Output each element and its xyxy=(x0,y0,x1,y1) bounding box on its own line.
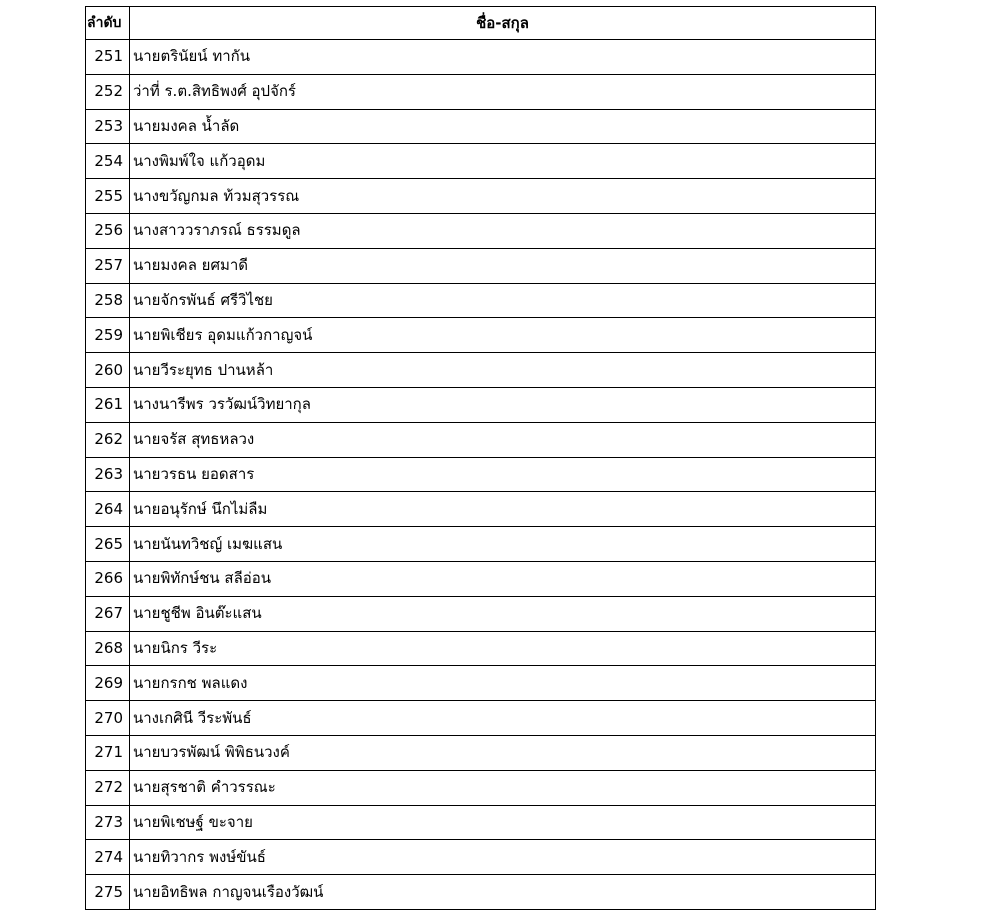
table-row xyxy=(86,40,876,75)
table-row xyxy=(86,561,876,596)
table-row xyxy=(86,109,876,144)
table-row xyxy=(86,701,876,736)
table-body xyxy=(86,40,876,910)
row-order-number: 256 xyxy=(86,213,130,248)
table-row xyxy=(86,735,876,770)
table-row xyxy=(86,770,876,805)
name-list-table xyxy=(85,6,876,910)
row-order-number: 267 xyxy=(86,596,130,631)
table-row xyxy=(86,527,876,562)
table-row xyxy=(86,457,876,492)
row-order-number: 261 xyxy=(86,387,130,422)
table-row xyxy=(86,353,876,388)
row-full-name: นายพิทักษ์ชน สลีอ่อน xyxy=(130,561,876,596)
table-row xyxy=(86,283,876,318)
table-row xyxy=(86,179,876,214)
table-row xyxy=(86,596,876,631)
row-full-name: นายพิเชษฐ์ ขะจาย xyxy=(130,805,876,840)
row-order-number: 251 xyxy=(86,40,130,75)
row-full-name: นายสุรชาติ คำวรรณะ xyxy=(130,770,876,805)
table-row xyxy=(86,248,876,283)
table-row xyxy=(86,318,876,353)
table-row xyxy=(86,631,876,666)
row-order-number: 263 xyxy=(86,457,130,492)
table-row xyxy=(86,805,876,840)
row-full-name: นายจรัส สุทธหลวง xyxy=(130,422,876,457)
row-order-number: 273 xyxy=(86,805,130,840)
table-row xyxy=(86,387,876,422)
table-row xyxy=(86,74,876,109)
row-full-name: นายจักรพันธ์ ศรีวิไชย xyxy=(130,283,876,318)
table-header-row xyxy=(86,7,876,40)
table-row xyxy=(86,144,876,179)
row-order-number: 266 xyxy=(86,561,130,596)
row-order-number: 259 xyxy=(86,318,130,353)
row-full-name: นางนารีพร วรวัฒน์วิทยากุล xyxy=(130,387,876,422)
row-full-name: นางเกศินี วีระพันธ์ xyxy=(130,701,876,736)
column-header-name: ชื่อ-สกุล xyxy=(130,7,876,40)
row-order-number: 252 xyxy=(86,74,130,109)
row-order-number: 264 xyxy=(86,492,130,527)
table-row xyxy=(86,422,876,457)
row-order-number: 254 xyxy=(86,144,130,179)
row-order-number: 255 xyxy=(86,179,130,214)
row-full-name: นายนันทวิชญ์ เมฆแสน xyxy=(130,527,876,562)
row-full-name: นางพิมพ์ใจ แก้วอุดม xyxy=(130,144,876,179)
column-header-order: ลำดับ xyxy=(86,7,130,40)
row-order-number: 275 xyxy=(86,875,130,910)
row-order-number: 270 xyxy=(86,701,130,736)
row-order-number: 269 xyxy=(86,666,130,701)
row-full-name: นายตรินัยน์ ทากัน xyxy=(130,40,876,75)
row-full-name: นายกรกช พลแดง xyxy=(130,666,876,701)
row-full-name: นายทิวากร พงษ์ขันธ์ xyxy=(130,840,876,875)
row-full-name: นายพิเชียร อุดมแก้วกาญจน์ xyxy=(130,318,876,353)
row-full-name: นายอนุรักษ์ นึกไม่ลืม xyxy=(130,492,876,527)
row-full-name: นางขวัญกมล ท้วมสุวรรณ xyxy=(130,179,876,214)
row-full-name: นายวีระยุทธ ปานหล้า xyxy=(130,353,876,388)
row-order-number: 260 xyxy=(86,353,130,388)
row-order-number: 253 xyxy=(86,109,130,144)
row-order-number: 268 xyxy=(86,631,130,666)
row-full-name: นายวรธน ยอดสาร xyxy=(130,457,876,492)
row-order-number: 262 xyxy=(86,422,130,457)
table-row xyxy=(86,666,876,701)
row-full-name: นายมงคล น้ำลัด xyxy=(130,109,876,144)
table-row xyxy=(86,840,876,875)
row-full-name: ว่าที่ ร.ต.สิทธิพงศ์ อุปจักร์ xyxy=(130,74,876,109)
row-full-name: นางสาววราภรณ์ ธรรมดูล xyxy=(130,213,876,248)
table-row xyxy=(86,213,876,248)
row-order-number: 257 xyxy=(86,248,130,283)
table-row xyxy=(86,492,876,527)
row-order-number: 271 xyxy=(86,735,130,770)
row-full-name: นายอิทธิพล กาญจนเรืองวัฒน์ xyxy=(130,875,876,910)
row-order-number: 274 xyxy=(86,840,130,875)
row-order-number: 272 xyxy=(86,770,130,805)
row-full-name: นายชูชีพ อินต๊ะแสน xyxy=(130,596,876,631)
row-full-name: นายนิกร วีระ xyxy=(130,631,876,666)
row-order-number: 258 xyxy=(86,283,130,318)
row-order-number: 265 xyxy=(86,527,130,562)
row-full-name: นายมงคล ยศมาดี xyxy=(130,248,876,283)
table-row xyxy=(86,875,876,910)
row-full-name: นายบวรพัฒน์ พิพิธนวงค์ xyxy=(130,735,876,770)
